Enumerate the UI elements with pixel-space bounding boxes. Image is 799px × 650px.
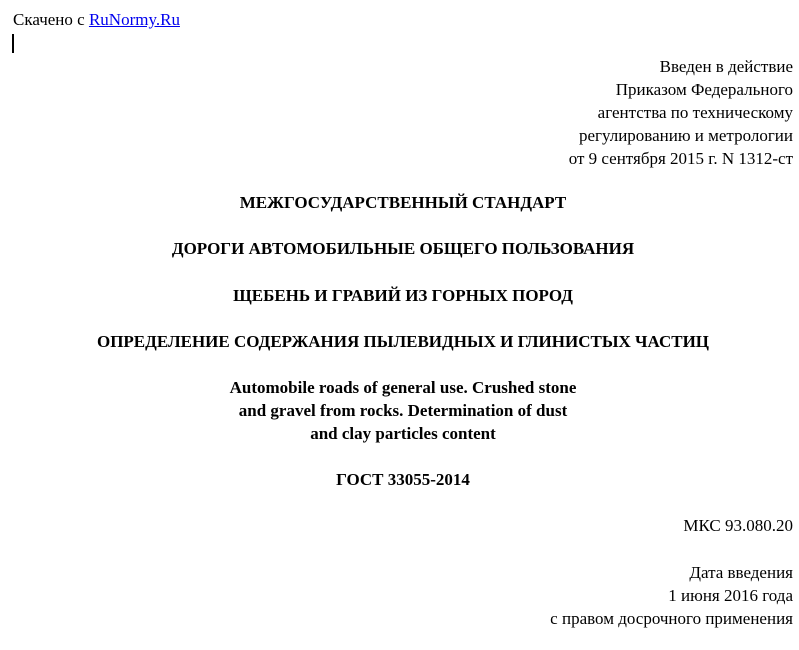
enactment-line: от 9 сентября 2015 г. N 1312-ст — [568, 149, 793, 168]
gost-number: ГОСТ 33055-2014 — [336, 470, 470, 489]
title-line-3: ОПРЕДЕЛЕНИЕ СОДЕРЖАНИЯ ПЫЛЕВИДНЫХ И ГЛИНИСТЫХ ЧАСТИЦ — [96, 332, 710, 351]
introduction-block — [550, 561, 793, 630]
source-prefix: Скачено с — [13, 10, 89, 29]
title-line-1: ДОРОГИ АВТОМОБИЛЬНЫЕ ОБЩЕГО ПОЛЬЗОВАНИЯ — [171, 239, 635, 258]
introduction-line: Дата введения — [689, 563, 793, 582]
mks-code: МКС 93.080.20 — [683, 516, 793, 535]
enactment-block — [569, 55, 793, 170]
source-line — [13, 8, 180, 31]
enactment-line: Введен в действие — [659, 57, 793, 76]
source-link[interactable]: RuNormy.Ru — [88, 10, 180, 29]
title-line-2: ЩЕБЕНЬ И ГРАВИЙ ИЗ ГОРНЫХ ПОРОД — [233, 286, 573, 305]
english-title-line: and gravel from rocks. Determination of dust — [238, 401, 568, 420]
introduction-line: с правом досрочного применения — [550, 609, 793, 628]
enactment-line: агентства по техническому — [597, 103, 793, 122]
english-title — [0, 376, 799, 445]
english-title-line: Automobile roads of general use. Crushed stone — [229, 378, 577, 397]
english-title-line: and clay particles content — [310, 424, 496, 443]
standard-type-heading: МЕЖГОСУДАРСТВЕННЫЙ СТАНДАРТ — [239, 193, 567, 212]
enactment-line: Приказом Федерального — [615, 80, 793, 99]
enactment-line: регулированию и метрологии — [578, 126, 793, 145]
text-cursor — [12, 34, 14, 53]
introduction-line: 1 июня 2016 года — [668, 586, 793, 605]
